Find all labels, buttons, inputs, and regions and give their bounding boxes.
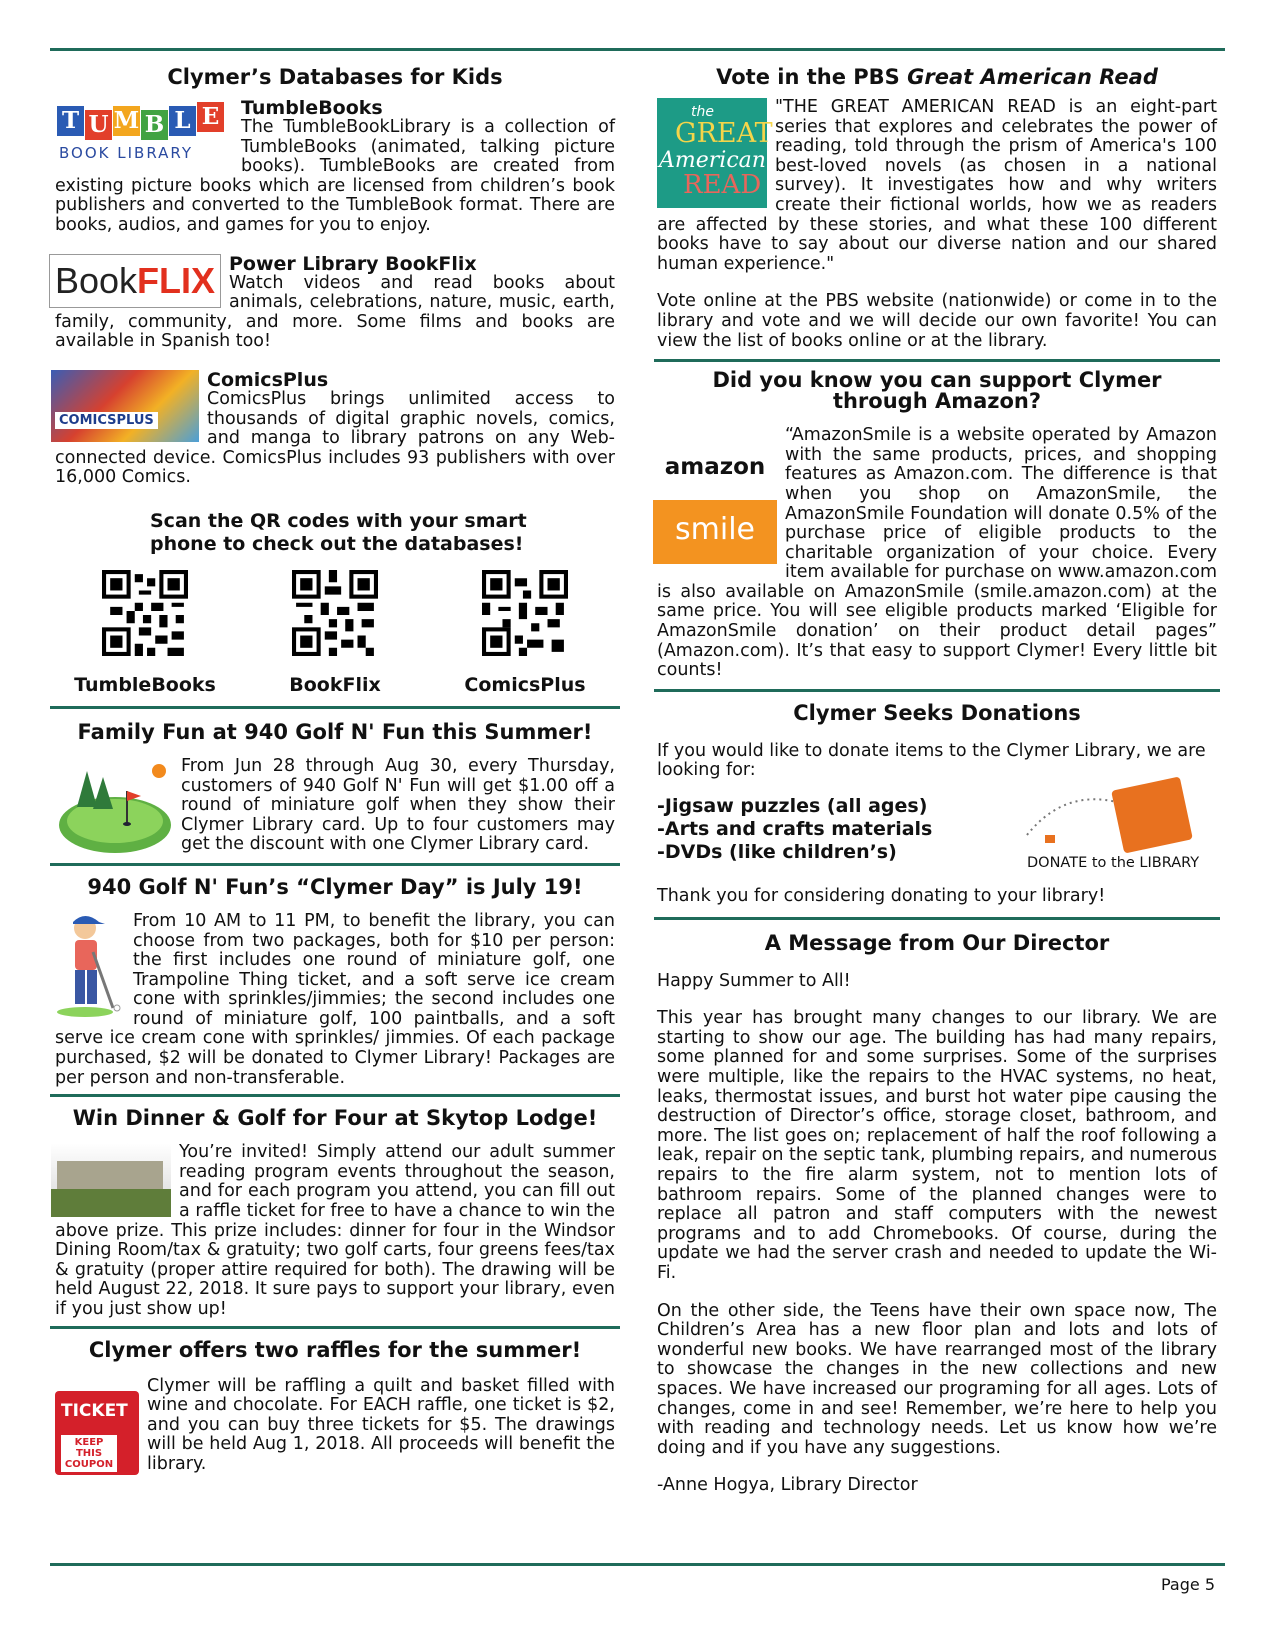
family-fun-text: From Jun 28 through Aug 30, every Thursday, customers of 940 Golf N' Fun will get $1.00 off a round of miniature golf when they show their Clymer Library card. Up to four customers may get the discount with one Clymer Library card. [181, 755, 615, 855]
comicsplus-entry [55, 370, 615, 488]
amazon-title: Did you know you can support Clymer through Amazon? [712, 368, 1162, 414]
pbs-quote: "THE GREAT AMERICAN READ is an eight-part series that explores and celebrates the power of reading, told through the prism of America's 100 best-loved novels (as chosen in a national survey). It investigates how and why writers create their fictional worlds, how we as readers are affected by these stories, and what these 100 different books have to say about our diverse nation and our shared human experience." [657, 97, 1217, 274]
book-icon [1111, 776, 1193, 853]
raffle-ticket-icon: TICKET KEEP THIS COUPON [55, 1391, 139, 1475]
director-paragraph-2: On the other side, the Teens have their own space now, The Children’s Area has a new floor plan and lots and lots of wonderful new books. We have rearranged most of the library to showcase the changes in the new collections and new spaces. We have increased our programing for all ages. Lots of changes, come in and see! Remember, we’re here to help you with reading and technology needs. Let us know how we’re doing and if you have any suggestions. [657, 1300, 1217, 1458]
skytop-title: Win Dinner & Golf for Four at Skytop Lodge! [72, 1106, 598, 1131]
skytop-text: You’re invited! Simply attend our adult summer reading program events throughout the season, and for each program you attend, you can fill out a raffle ticket for free to have a chance to win the above prize. This prize includes: dinner for four in the Windsor Dining Room/tax & gratuity; two golf carts, four greens fees/tax & gratuity (proper attire required for both). The drawing will be held August 22, 2018. It sure pays to support your library, even if you just show up! [55, 1142, 615, 1319]
director-signature: -Anne Hogya, Library Director [657, 1475, 918, 1496]
qr-code-icon [102, 570, 188, 656]
databases-title: Clymer’s Databases for Kids [167, 65, 503, 89]
left-column [55, 64, 615, 1475]
section-divider [50, 706, 620, 709]
raffles-section [55, 1337, 615, 1475]
bookflix-logo[interactable]: Book FLIX [49, 254, 221, 308]
qr-comicsplus[interactable] [435, 570, 615, 696]
tumblebooks-logo[interactable]: T U M B L E BOOK LIBRARY [55, 98, 233, 172]
director-paragraph-1: This year has brought many changes to our library. We are starting to show our age. The building has had many repairs, some planned for and some surprises. Some of the surprises were multiple, like the repairs to the HVAC systems, no heat, leaks, thermostat issues, and burst hot water pipe causing the destruction of Director’s office, storage closet, bathroom, and more. The list goes on; replacement of half the roof following a leak, repair on the septic tank, plumbing repairs, and numerous repairs to the fire alarm system, not to mention lots of bathroom repairs. Some of the planned changes were to replace all patron and staff computers with the newest programs and to add Chromebooks. Of course, during the update we had the server crash and needed to update the Wi-Fi. [657, 1008, 1217, 1283]
clymer-day-text: From 10 AM to 11 PM, to benefit the library, you can choose from two packages, both for $10 per person: the first includes one round of miniature golf, one Trampoline Thing ticket, and a soft serve ice cream cone with sprinkles/jimmies; the second includes one round of miniature golf, 100 paintballs, and a soft serve ice cream cone with sprinkles/ jimmies. Of each package purchased, $2 will be donated to Clymer Library! Packages are per person and non-transferable. [55, 910, 615, 1088]
skytop-lodge-photo [51, 1143, 171, 1217]
donations-thanks: Thank you for considering donating to your library! [657, 886, 1106, 907]
raffles-title: Clymer offers two raffles for the summer! [88, 1337, 582, 1362]
amazon-smile-logo[interactable]: amazon smile [653, 440, 777, 564]
section-divider [654, 359, 1220, 362]
donation-item: -DVDs (like children’s) [657, 841, 897, 864]
bottom-rule [50, 1563, 1225, 1566]
donation-item: -Arts and crafts materials [657, 818, 933, 841]
bookflix-text: Watch videos and read books about animals, celebrations, nature, music, earth, family, community, and more. Some films and books are available in Spanish too! [55, 272, 615, 352]
clymer-day-section [55, 874, 615, 1088]
donate-to-library-graphic: DONATE to the LIBRARY [1017, 783, 1207, 883]
qr-bookflix[interactable] [245, 570, 425, 696]
pbs-vote-text: Vote online at the PBS website (nationwide) or come in to the library and vote and we will decide our own favorite! You can view the list of books online or at the library. [657, 291, 1217, 351]
qr-prompt: Scan the QR codes with your smart phone to check out the databases! [150, 509, 527, 555]
bookflix-heading: Power Library BookFlix [229, 252, 477, 275]
amazon-text: “AmazonSmile is a website operated by Amazon with the same products, prices, and shopping features as Amazon.com. The difference is that when you shop on AmazonSmile, the AmazonSmile Foundation will donate 0.5% of the purchase price of eligible products to the charitable organization of your choice. Every item available for purchase on www.amazon.com is also available on AmazonSmile (smile.amazon.com) at the same price. You will see eligible products marked ‘Eligible for AmazonSmile donation’ on their product detail pages” (Amazon.com). It’s that easy to support Clymer! Every little bit counts! [657, 425, 1217, 681]
qr-label-comicsplus: ComicsPlus [464, 673, 586, 696]
amazon-section [657, 370, 1217, 681]
comicsplus-text: ComicsPlus brings unlimited access to thousands of digital graphic novels, comics, and manga to library patrons on any Web-connected device. ComicsPlus includes 93 publishers with over 16,000 Comics. [55, 388, 615, 488]
tumblebooks-heading: TumbleBooks [241, 97, 383, 119]
pbs-title: Vote in the PBS Great American Read [716, 65, 1158, 89]
bookflix-entry [55, 254, 615, 352]
qr-code-icon [482, 570, 568, 656]
section-divider [50, 1326, 620, 1329]
qr-row [55, 570, 615, 696]
golfer-icon [55, 912, 125, 1020]
family-fun-title: Family Fun at 940 Golf N' Fun this Summer! [77, 719, 593, 744]
donations-intro: If you would like to donate items to the Clymer Library, we are looking for: [657, 740, 1206, 781]
clymer-day-title: 940 Golf N' Fun’s “Clymer Day” is July 19! [87, 874, 583, 899]
comicsplus-heading: ComicsPlus [207, 368, 329, 391]
comicsplus-logo[interactable]: COMICSPLUS [51, 370, 199, 442]
right-column [657, 64, 1217, 1496]
raffles-text: Clymer will be raffling a quilt and basket filled with wine and chocolate. For EACH raffle, one ticket is $2, and you can buy three tickets for $5. The drawings will be held Aug 1, 2018. All proceeds will benefit the library. [147, 1375, 615, 1474]
skytop-section [55, 1105, 615, 1319]
qr-code-icon [292, 570, 378, 656]
donation-item: -Jigsaw puzzles (all ages) [657, 795, 928, 818]
pbs-section [657, 64, 1217, 351]
section-divider [50, 863, 620, 866]
tumblebooks-logo-sub: BOOK LIBRARY [59, 144, 194, 162]
section-divider [654, 917, 1220, 920]
director-section [657, 930, 1217, 1496]
donations-title: Clymer Seeks Donations [793, 700, 1081, 725]
qr-label-bookflix: BookFlix [289, 673, 381, 696]
tumblebooks-entry [55, 98, 615, 236]
top-rule [50, 48, 1225, 51]
director-title: A Message from Our Director [764, 930, 1110, 955]
great-american-read-logo[interactable]: the GREAT American READ [657, 98, 767, 208]
section-divider [654, 689, 1220, 692]
qr-label-tumblebooks: TumbleBooks [74, 673, 216, 696]
page-number: Page 5 [1161, 1575, 1215, 1594]
donations-section [657, 700, 1217, 907]
databases-section [55, 64, 615, 696]
family-fun-section [55, 719, 615, 857]
section-divider [50, 1094, 620, 1097]
golf-course-icon [55, 757, 173, 857]
director-greeting: Happy Summer to All! [657, 970, 851, 991]
qr-tumblebooks[interactable] [55, 570, 235, 696]
tumblebooks-text: The TumbleBookLibrary is a collection of TumbleBooks (animated, talking picture books). TumbleBooks are created from existing picture books which are licensed from children’s book publishers and converted to the TumbleBook format. There are books, audios, and games for you to enjoy. [55, 117, 615, 235]
